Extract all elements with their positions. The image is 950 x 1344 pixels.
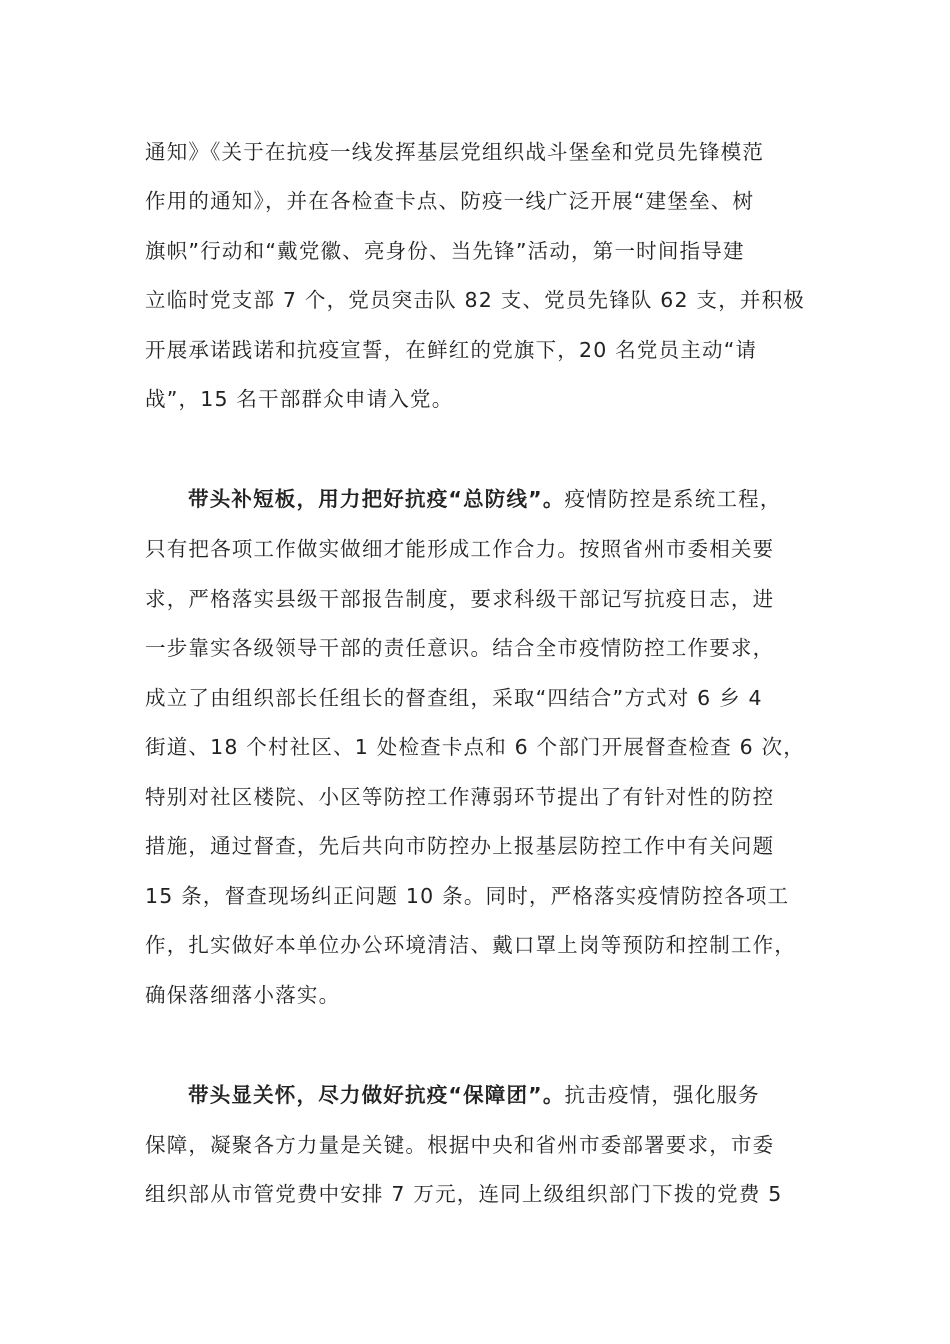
- paragraph-1-line-5: 开展承诺践诺和抗疫宣誓，在鲜红的党旗下，20 名党员主动“请: [145, 338, 758, 362]
- paragraph-2-lead: 带头补短板，用力把好抗疫“总防线”。: [188, 487, 565, 511]
- paragraph-2-line-8: 措施，通过督查，先后共向市防控办上报基层防控工作中有关问题: [145, 834, 775, 858]
- paragraph-2-line-11: 确保落细落小落实。: [145, 983, 341, 1007]
- paragraph-1-line-2: 作用的通知》，并在各检查卡点、防疫一线广泛开展“建堡垒、树: [145, 189, 755, 213]
- paragraph-3-line-3: 组织部从市管党费中安排 7 万元，连同上级组织部门下拨的党费 5: [145, 1182, 783, 1206]
- paragraph-2-line-4: 一步靠实各级领导干部的责任意识。结合全市疫情防控工作要求，: [145, 636, 775, 660]
- paragraph-2-line-5: 成立了由组织部长任组长的督查组，采取“四结合”方式对 6 乡 4: [145, 686, 763, 710]
- paragraph-2-line-7: 特别对社区楼院、小区等防控工作薄弱环节提出了有针对性的防控: [145, 785, 775, 809]
- paragraph-2-line-10: 作，扎实做好本单位办公环境清洁、戴口罩上岗等预防和控制工作，: [145, 933, 796, 957]
- paragraph-3-lead: 带头显关怀，尽力做好抗疫“保障团”。: [188, 1083, 565, 1107]
- paragraph-2-line-9: 15 条，督查现场纠正问题 10 条。同时，严格落实疫情防控各项工: [145, 884, 790, 908]
- paragraph-2-line-2: 只有把各项工作做实做细才能形成工作合力。按照省州市委相关要: [145, 537, 775, 561]
- paragraph-3-line-2: 保障，凝聚各方力量是关键。根据中央和省州市委部署要求，市委: [145, 1133, 775, 1157]
- paragraph-2-line-3: 求，严格落实县级干部报告制度，要求科级干部记写抗疫日志，进: [145, 587, 775, 611]
- paragraph-1-line-1: 通知》《关于在抗疫一线发挥基层党组织战斗堡垒和党员先锋模范: [145, 140, 765, 164]
- paragraph-3-line-1: [188, 1080, 760, 1110]
- paragraph-2-line-1: [188, 484, 782, 514]
- paragraph-2-line-6: 街道、18 个村社区、1 处检查卡点和 6 个部门开展督查检查 6 次，: [145, 735, 806, 759]
- paragraph-1-line-6: 战”，15 名干部群众申请入党。: [145, 387, 454, 411]
- paragraph-2-first-line-rest: 疫情防控是系统工程，: [564, 487, 782, 511]
- paragraph-3-first-line-rest: 抗击疫情，强化服务: [564, 1083, 760, 1107]
- paragraph-1-line-4: 立临时党支部 7 个，党员突击队 82 支、党员先锋队 62 支，并积极: [145, 288, 806, 312]
- paragraph-1-line-3: 旗帜”行动和“戴党徽、亮身份、当先锋”活动，第一时间指导建: [145, 239, 745, 263]
